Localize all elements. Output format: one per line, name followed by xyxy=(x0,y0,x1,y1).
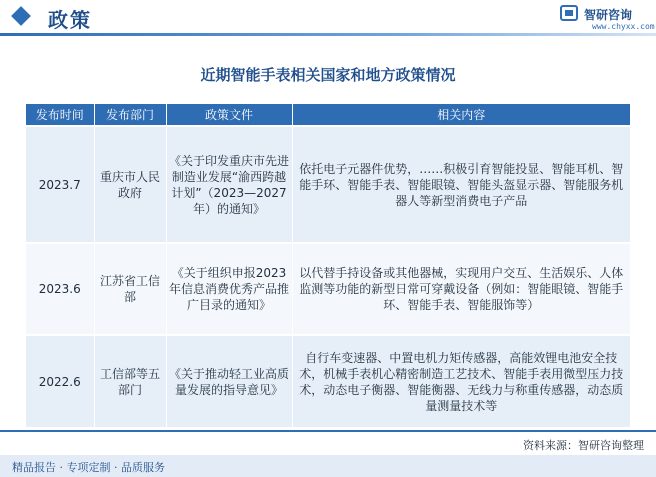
page-header xyxy=(0,0,656,38)
header-divider xyxy=(0,33,656,36)
cell-content: 以代替手持设备或其他器械，实现用户交互、生活娱乐、人体监测等功能的新型日常可穿戴设备（例如：智能眼镜、智能手环、智能手表、智能服饰等） xyxy=(292,243,630,335)
diamond-icon xyxy=(11,6,31,26)
footer-tagline: 精品报告 · 专项定制 · 品质服务 xyxy=(12,461,165,474)
column-header-date: 发布时间 xyxy=(26,104,94,126)
cell-doc: 《关于印发重庆市先进制造业发展“渝西跨越计划”（2023—2027年）的通知》 xyxy=(166,126,292,243)
section-title: 政策 xyxy=(48,8,92,32)
column-header-content: 相关内容 xyxy=(292,104,630,126)
table-row xyxy=(26,126,630,243)
cell-date: 2023.7 xyxy=(26,126,94,243)
logo-name: 智研咨询 xyxy=(584,8,633,22)
cell-doc: 《关于组织申报2023年信息消费优秀产品推广目录的通知》 xyxy=(166,243,292,335)
cell-dept: 工信部等五部门 xyxy=(94,335,166,427)
logo-icon xyxy=(560,5,578,21)
logo-url: www.chyxx.com xyxy=(592,22,655,31)
table-row xyxy=(26,243,630,335)
table-row xyxy=(26,335,630,427)
cell-content: 依托电子元器件优势，……积极引育智能投显、智能耳机、智能手环、智能手表、智能眼镜、智能头盔显示器、智能服务机器人等新型消费电子产品 xyxy=(292,126,630,243)
column-header-dept: 发布部门 xyxy=(94,104,166,126)
cell-doc: 《关于推动轻工业高质量发展的指导意见》 xyxy=(166,335,292,427)
cell-date: 2023.6 xyxy=(26,243,94,335)
footer-divider xyxy=(0,430,656,432)
cell-dept: 重庆市人民政府 xyxy=(94,126,166,243)
policy-table xyxy=(26,104,630,427)
cell-content: 自行车变速器、中置电机力矩传感器，高能效锂电池安全技术，机械手表机心精密制造工艺技术、智能手表用微型压力技术，动态电子衡器、智能衡器、无线力与称重传感器，动态质量测量技术等 xyxy=(292,335,630,427)
cell-date: 2022.6 xyxy=(26,335,94,427)
table-header-row xyxy=(26,104,630,126)
column-header-doc: 政策文件 xyxy=(166,104,292,126)
table-title: 近期智能手表相关国家和地方政策情况 xyxy=(200,66,456,84)
cell-dept: 江苏省工信部 xyxy=(94,243,166,335)
source-note: 资料来源：智研咨询整理 xyxy=(523,439,644,452)
